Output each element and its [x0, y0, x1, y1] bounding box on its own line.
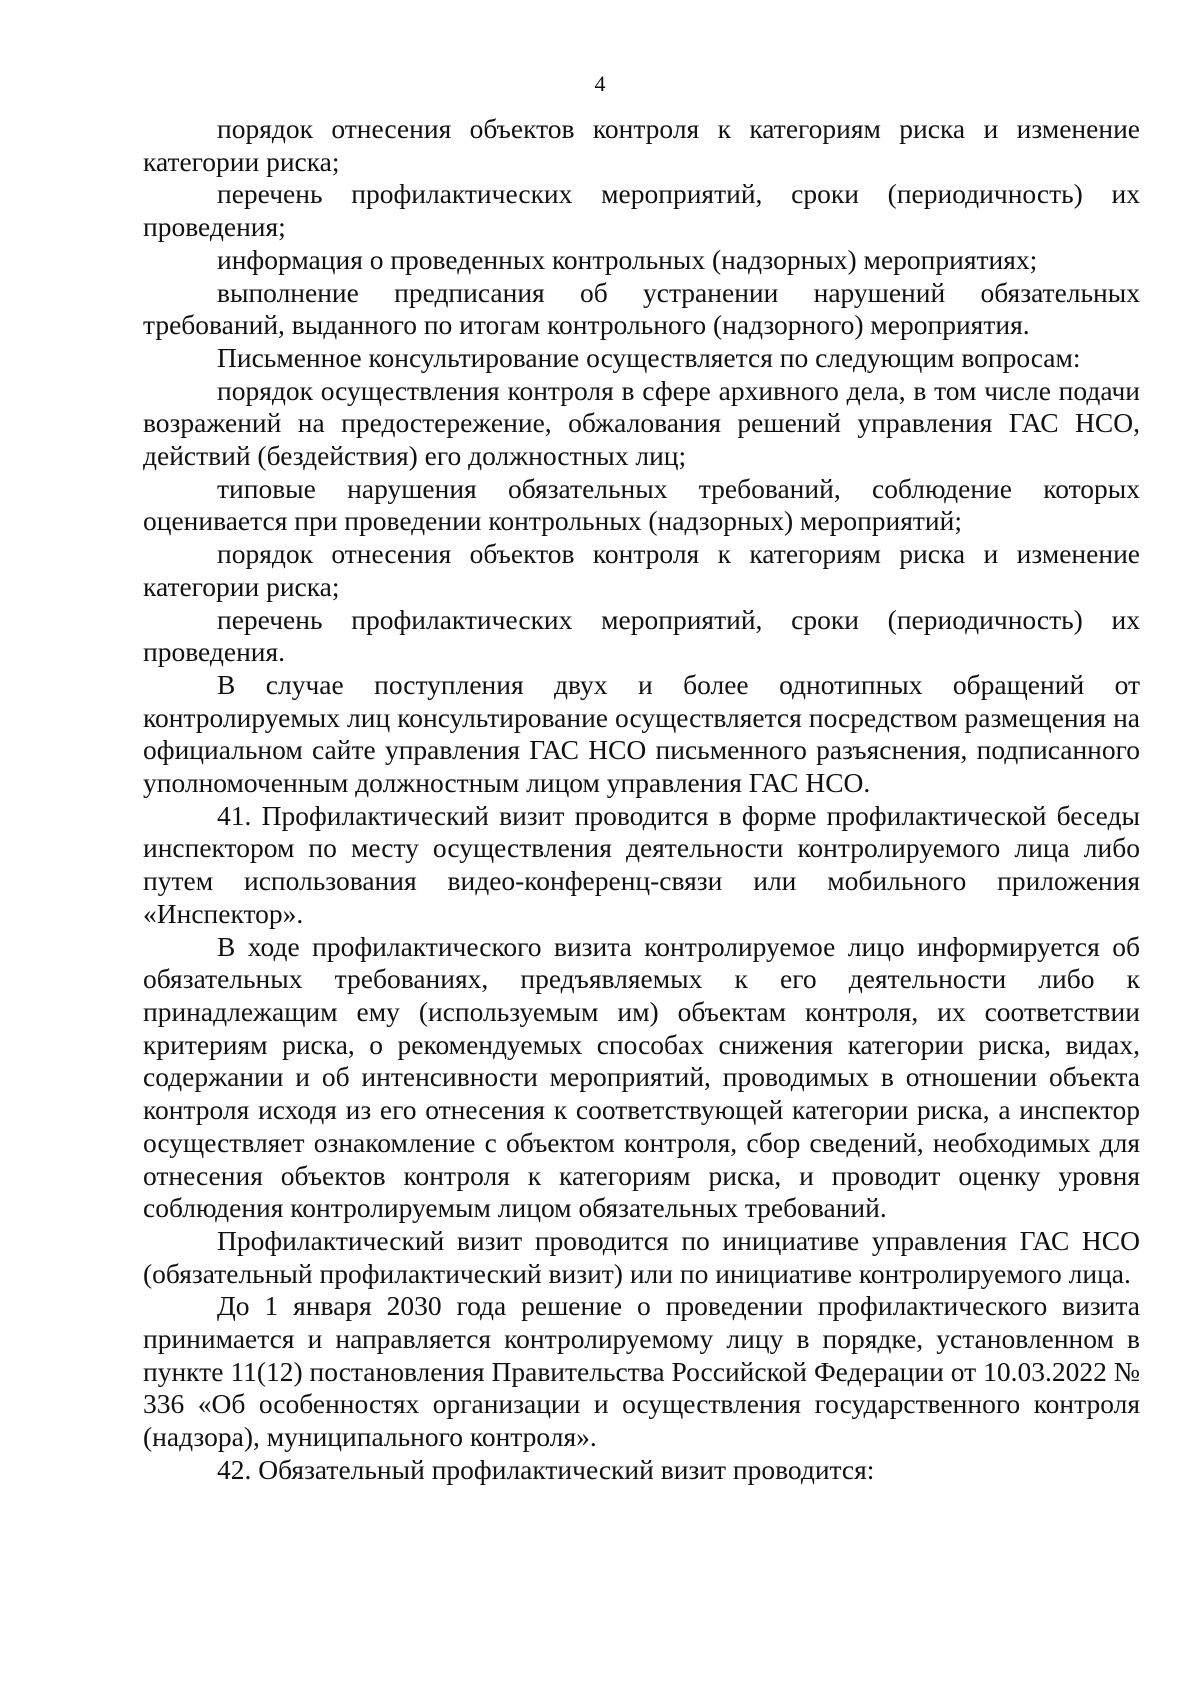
paragraph: В случае поступления двух и более однотипных обращений от контролируемых лиц консультирование осуществляется посредством размещения на официальном сайте управления ГАС НСО письменного разъяснения, подписанного уполномоченным должностным лицом управления ГАС НСО.: [143, 668, 1140, 799]
paragraph: 42. Обязательный профилактический визит проводится:: [217, 1453, 875, 1485]
paragraph: порядок отнесения объектов контроля к категориям риска и изменение категории риска;: [143, 538, 1140, 602]
paragraph: Профилактический визит проводится по инициативе управления ГАС НСО (обязательный профилактический визит) или по инициативе контролируемого лица.: [143, 1224, 1140, 1289]
paragraph: Письменное консультирование осуществляется по следующим вопросам:: [217, 341, 1081, 373]
document-body: [143, 113, 1140, 1487]
paragraph: перечень профилактических мероприятий, сроки (периодичность) их проведения;: [143, 178, 1140, 243]
paragraph: порядок отнесения объектов контроля к категориям риска и изменение категории риска;: [143, 113, 1140, 177]
paragraph: перечень профилактических мероприятий, сроки (периодичность) их проведения.: [143, 603, 1140, 668]
paragraph: До 1 января 2030 года решение о проведении профилактического визита принимается и направляется контролируемому лицу в порядке, установленном в пункте 11(12) постановления Правительства Российской Федерации от 10.03.2022 № 336 «Об особенностях организации и осуществления государственного контроля (надзора), муниципального контроля».: [143, 1290, 1140, 1453]
paragraph: информация о проведенных контрольных (надзорных) мероприятиях;: [217, 243, 1038, 275]
page-number: 4: [594, 71, 606, 96]
paragraph: В ходе профилактического визита контролируемое лицо информируется об обязательных требованиях, предъявляемых к его деятельности либо к принадлежащим ему (используемым им) объектам контроля, их соответствии критериям риска, о рекомендуемых способах снижения категории риска, видах, содержании и об интенсивности мероприятий, проводимых в отношении объекта контроля исходя из его отнесения к соответствующей категории риска, а инспектор осуществляет ознакомление с объектом контроля, сбор сведений, необходимых для отнесения объектов контроля к категориям риска, и проводит оценку уровня соблюдения контролируемым лицом обязательных требований.: [143, 930, 1140, 1224]
paragraph: типовые нарушения обязательных требований, соблюдение которых оценивается при проведении контрольных (надзорных) мероприятий;: [143, 472, 1140, 537]
paragraph: порядок осуществления контроля в сфере архивного дела, в том числе подачи возражений на предостережение, обжалования решений управления ГАС НСО, действий (бездействия) его должностных лиц;: [143, 374, 1140, 472]
paragraph: 41. Профилактический визит проводится в форме профилактической беседы инспектором по месту осуществления деятельности контролируемого лица либо путем использования видео-конференц-связи или мобильного приложения «Инспектор».: [143, 799, 1140, 929]
paragraph: выполнение предписания об устранении нарушений обязательных требований, выданного по итогам контрольного (надзорного) мероприятия.: [143, 276, 1140, 341]
